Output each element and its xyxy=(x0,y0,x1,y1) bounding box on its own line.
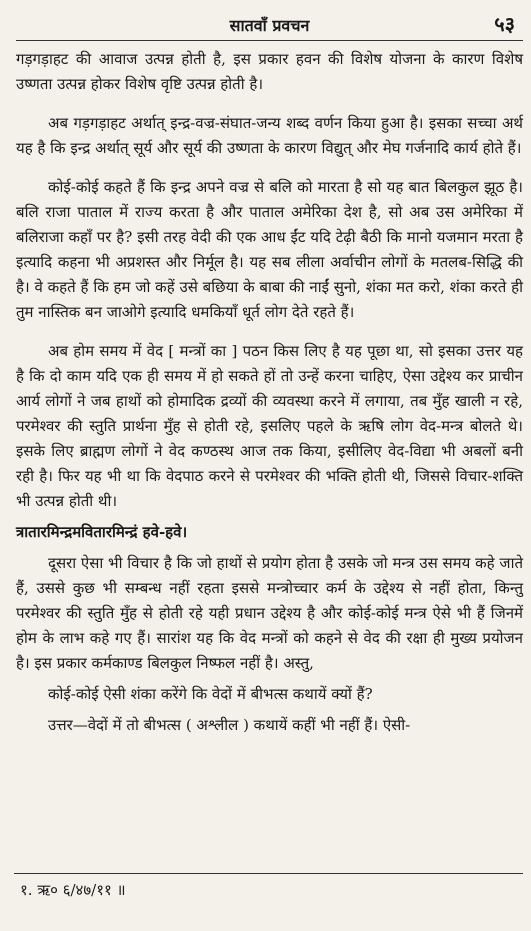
paragraph: गड़गड़ाहट की आवाज उत्पन्न होती है, इस प्रकार हवन की विशेष योजना के कारण विशेष उष्णता उत्पन्न होकर विशेष वृष्टि उत्पन्न होती है। xyxy=(16,50,523,93)
paragraph: अब होम समय में वेद [ मन्त्रों का ] पठन किस लिए है यह पूछा था, सो इसका उत्तर यह है कि दो काम यदि एक ही समय में हो सकते हों तो उन्हें करना चाहिए, ऐसा उद्देश्य कर प्राचीन आर्य लोगों ने जब हाथों को होमादिक द्रव्यों की व्यवस्था करने में लगाया, तब मुँह खाली न रहे, परमेश्वर की स्तुति प्रार्थना मुँह से होती रहे, इसलिए पहले के ऋषि लोग वेद-मन्त्र बोलते थे। इसके लिए ब्राह्मण लोगों ने वेद कण्ठस्थ आज तक किया, इसीलिए वेद-विद्या भी अबलों बनी रही है। फिर यह भी था कि वेदपाठ करने से परमेश्वर की भक्ति होती थी, जिससे विचार-शक्ति भी उत्पन्न होती थी। xyxy=(16,342,523,510)
header-divider xyxy=(16,40,523,41)
question-line: कोई-कोई ऐसी शंका करेंगे कि वेदों में बीभत्स कथायें क्यों हैं? xyxy=(48,685,373,703)
answer-line: उत्तर—वेदों में तो बीभत्स ( अश्लील ) कथायें कहीं भी नहीं हैं। ऐसी- xyxy=(48,716,411,734)
paragraph: कोई-कोई कहते हैं कि इन्द्र अपने वज्र से बलि को मारता है सो यह बात बिलकुल झूठ है। बलि राजा पाताल में राज्य करता है और पाताल अमेरिका देश है, सो अब उस अमेरिका में बलिराजा कहाँ पर है? इसी तरह वेदी की एक आध ईंट यदि टेढ़ी बैठी कि मानो यजमान मरता है इत्यादि कहना भी अप्रशस्त और निर्मूल है। यह सब लीला अर्वाचीन लोगों के मतलब-सिद्धि की है। वे कहते हैं कि हम जो कहें उसे बछिया के बाबा की नाईं सुनो, शंका मत करो, शंका करते ही तुम नास्तिक बन जाओगे इत्यादि धमकियाँ धूर्त लोग देते रहते हैं। xyxy=(16,178,523,321)
footnote: १. ऋ० ६/४७/११ ॥ xyxy=(20,881,126,899)
page-number: ५३ xyxy=(494,12,515,36)
page-header xyxy=(16,10,523,36)
body-text xyxy=(16,47,523,738)
chapter-title: सातवाँ प्रवचन xyxy=(229,16,310,35)
mantra-quote: त्रातारमिन्द्रमवितारमिन्द्रं हवे-हवे। xyxy=(16,523,188,541)
paragraph: दूसरा ऐसा भी विचार है कि जो हाथों से प्रयोग होता है उसके जो मन्त्र उस समय कहे जाते हैं, उससे कुछ भी सम्बन्ध नहीं रहता इससे मन्त्रोच्चार कर्म के उद्देश्य से नहीं होता, किन्तु परमेश्वर की स्तुति मुँह से होती रहे यही प्रधान उद्देश्य है और कोई-कोई मन्त्र ऐसे भी हैं जिनमें होम के लाभ कहे गए हैं। सारांश यह कि वेद मन्त्रों को कहने से वेद की रक्षा ही मुख्य प्रयोजन है। इस प्रकार कर्मकाण्ड बिलकुल निष्फल नहीं है। अस्तु, xyxy=(16,554,523,672)
footnote-divider xyxy=(14,873,523,874)
paragraph: अब गड़गड़ाहट अर्थात् इन्द्र-वज्र-संघात-जन्य शब्द वर्णन किया हुआ है। इसका सच्चा अर्थ यह है कि इन्द्र अर्थात् सूर्य और सूर्य की उष्णता के कारण विद्युत् और मेघ गर्जनादि कार्य होते हैं। xyxy=(16,114,523,157)
